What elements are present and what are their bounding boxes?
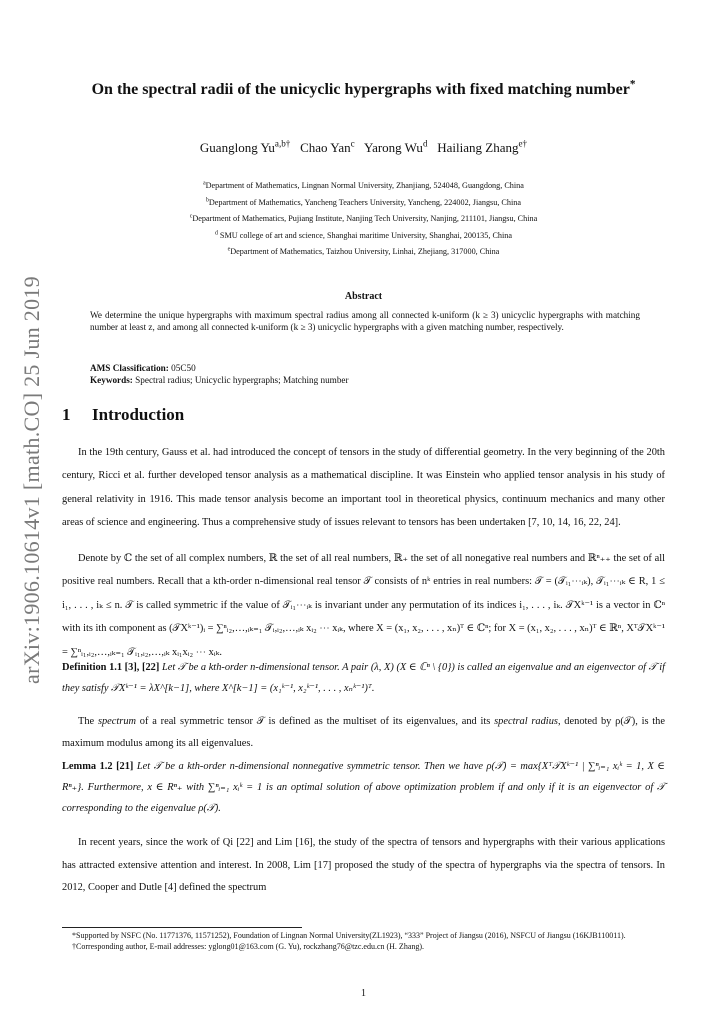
- lemma-text: [62, 756, 665, 819]
- affiliation-item: [62, 211, 665, 228]
- title-footnote-mark: *: [629, 78, 636, 91]
- keywords-label: Keywords:: [90, 375, 133, 385]
- intro-paragraph-2: [62, 547, 665, 664]
- arxiv-stamp-text: arXiv:1906.10614v1 [math.CO] 25 Jun 2019: [19, 276, 44, 684]
- definition-label: Definition 1.1 [3], [22]: [62, 662, 160, 673]
- affiliation-item: [62, 195, 665, 212]
- affiliation-mark: d: [214, 229, 218, 236]
- author-mark: d: [422, 138, 428, 149]
- term-spectral-radius: spectral radius: [494, 716, 558, 727]
- affiliation-item: [62, 228, 665, 245]
- abstract-body: We determine the unique hypergraphs with maximum spectral radius among all connected k-uniform (k ≥ 3) unicyclic hypergraphs with matching number at least z, and among all connected k-uniform (k ≥ 3) unicyclic hypergraphs with a given matching number, respectively.: [90, 310, 640, 332]
- lemma-block: [62, 756, 665, 819]
- intro-paragraph-3: [62, 711, 665, 754]
- affiliation-mark: c: [189, 213, 193, 220]
- author-mark: c: [350, 138, 355, 149]
- author-mark: e†: [518, 138, 528, 149]
- classification-block: [90, 362, 640, 386]
- definition-text: [62, 657, 665, 699]
- lemma-label: Lemma 1.2 [21]: [62, 761, 134, 772]
- keywords: [90, 374, 640, 386]
- author-name: Yarong Wu: [363, 140, 423, 155]
- text-run: The: [78, 716, 98, 727]
- ams-value: 05C50: [168, 363, 196, 373]
- intro-paragraph-1: [62, 441, 665, 535]
- author-name: Hailiang Zhang: [437, 140, 519, 155]
- ams-label: AMS Classification:: [90, 363, 169, 373]
- text-run: , denoted by ρ(𝒯), is the maximum modulus among its all eigenvalues.: [62, 716, 665, 749]
- keywords-value: Spectral radius; Unicyclic hypergraphs; Matching number: [132, 375, 349, 385]
- section-title: Introduction: [92, 405, 185, 424]
- affiliation-item: [62, 178, 665, 195]
- page-number: 1: [361, 988, 366, 999]
- author-mark: a,b†: [274, 138, 291, 149]
- definition-block: [62, 657, 665, 699]
- term-spectrum: spectrum: [97, 716, 137, 727]
- affiliation-item: [62, 244, 665, 261]
- affiliation-text: SMU college of art and science, Shanghai maritime University, Shanghai, 200135, China: [217, 230, 513, 240]
- paper-title-text: On the spectral radii of the unicyclic hypergraphs with fixed matching number: [91, 81, 630, 98]
- paragraph-text: Denote by ℂ the set of all complex numbers, ℝ the set of all real numbers, ℝ₊ the set of all nonegative real numbers and ℝⁿ₊₊ the set of all positive real numbers. Recall that a kth-order n-dimensional real tensor 𝒯 consists of nᵏ entries in real numbers: 𝒯 = (𝒯ᵢ₁⋯ᵢₖ), 𝒯ᵢ₁⋯ᵢₖ ∈ R, 1 ≤ i₁, . . . , iₖ ≤ n. 𝒯 is called symmetric if the value of 𝒯ᵢ₁⋯ᵢₖ is invariant under any permutation of its indices i₁, . . . , iₖ. 𝒯Xᵏ⁻¹ is a vector in ℂⁿ with its ith component as (𝒯Xᵏ⁻¹)ᵢ = ∑ⁿᵢ₂,…,ᵢₖ₌₁ 𝒯ᵢ,ᵢ₂,…,ᵢₖ xᵢ₂ ⋯ xᵢₖ, where X = (x₁, x₂, . . . , xₙ)ᵀ ∈ ℂⁿ; for X = (x₁, x₂, . . . , xₙ)ᵀ ∈ ℝⁿ, Xᵀ𝒯Xᵏ⁻¹ = ∑ⁿᵢ₁,ᵢ₂,…,ᵢₖ₌₁ 𝒯ᵢ₁,ᵢ₂,…,ᵢₖ xᵢ₁xᵢ₂ ⋯ xᵢₖ.: [62, 553, 665, 658]
- paper-title: [62, 78, 665, 102]
- author-name: Chao Yan: [300, 140, 351, 155]
- text-run: of a real symmetric tensor 𝒯 is defined as the multiset of its eigenvalues, and its: [136, 716, 495, 727]
- footnote-correspondence: †Corresponding author, E-mail addresses: yglong01@163.com (G. Yu), rockzhang76@tzc.edu.cn (H. Zhang).: [72, 941, 425, 951]
- author-name: Guanglong Yu: [199, 140, 275, 155]
- footnote-funding: *Supported by NSFC (No. 11771376, 11571252), Foundation of Lingnan Normal University(ZL1923), “333” Project of Jiangsu (2016), NSFCU of Jiangsu (16KJB110011).: [72, 931, 626, 940]
- affiliation-list: [62, 178, 665, 261]
- section-heading: [62, 405, 184, 425]
- affiliation-mark: e: [227, 246, 231, 253]
- section-number: 1: [62, 405, 71, 424]
- lemma-body: Let 𝒯 be a kth-order n-dimensional nonnegative symmetric tensor. Then we have ρ(𝒯) = max{Xᵀ𝒯Xᵏ⁻¹ | ∑ⁿᵢ₌₁ xᵢᵏ = 1, X ∈ Rⁿ₊}. Furthermore, x ∈ Rⁿ₊ with ∑ⁿᵢ₌₁ xᵢᵏ = 1 is an optimal solution of above optimization problem if and only if it is an eigenvector of 𝒯 corresponding to the eigenvalue ρ(𝒯).: [62, 761, 666, 814]
- intro-paragraph-4: [62, 832, 665, 900]
- affiliation-text: Department of Mathematics, Taizhou University, Linhai, Zhejiang, 317000, China: [230, 247, 500, 256]
- arxiv-stamp: [6, 276, 58, 684]
- author-list: [62, 140, 665, 156]
- affiliation-mark: a: [203, 180, 206, 187]
- footnotes: [62, 931, 665, 952]
- paragraph-text: In recent years, since the work of Qi [22] and Lim [16], the study of the spectra of tensors and hypergraphs with their various applications has attracted extensive attention and interest. In 2008, Lim [17] proposed the study of the spectra of hypergraphs via the spectra of tensors. In 2012, Cooper and Dutle [4] defined the spectrum: [62, 837, 665, 893]
- affiliation-text: Department of Mathematics, Lingnan Normal University, Zhanjiang, 524048, Guangdong, China: [205, 181, 524, 190]
- paragraph-text: [62, 711, 665, 754]
- definition-body: Let 𝒯 be a kth-order n-dimensional tensor. A pair (λ, X) (X ∈ ℂⁿ \ {0}) is called an eigenvalue and an eigenvector of 𝒯 if they satisfy 𝒯Xᵏ⁻¹ = λX^[k−1], where X^[k−1] = (x₁ᵏ⁻¹, x₂ᵏ⁻¹, . . . , xₙᵏ⁻¹)ᵀ.: [62, 662, 666, 694]
- abstract-heading: Abstract: [344, 291, 383, 302]
- affiliation-text: Department of Mathematics, Yancheng Teachers University, Yancheng, 224002, Jiangsu, China: [208, 197, 521, 207]
- footnote-rule: [62, 927, 302, 928]
- paragraph-text: In the 19th century, Gauss et al. had introduced the concept of tensors in the study of differential geometry. In the very beginning of the 20th century, Ricci et al. further developed tensor analysis as a mathematical discipline. It was Einstein who applied tensor analysis in his study of general relativity in 1916. This made tensor analysis become an important tool in theoretical physics, continuum mechanics and many other areas of science and engineering. Thus a comprehensive study of issues relevant to tensors has been undertaken [7, 10, 14, 16, 22, 24].: [62, 447, 665, 529]
- affiliation-text: Department of Mathematics, Pujiang Institute, Nanjing Tech University, Nanjing, 211101, Jiangsu, China: [192, 214, 538, 223]
- ams-classification: [90, 362, 640, 374]
- affiliation-mark: b: [206, 196, 209, 203]
